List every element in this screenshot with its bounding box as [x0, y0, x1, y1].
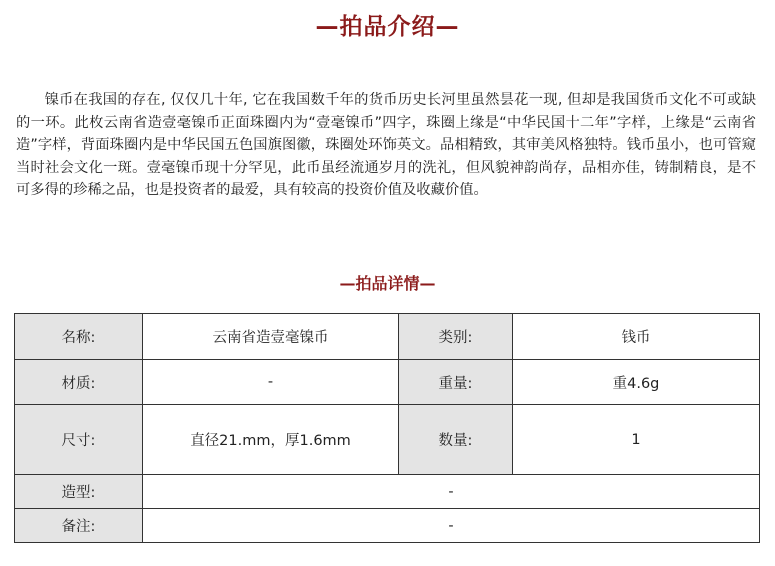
- table-row: [15, 405, 760, 475]
- name-label: 名称:: [15, 314, 143, 360]
- category-label: 类别:: [399, 314, 513, 360]
- remark-value: -: [143, 509, 760, 543]
- table-row: [15, 314, 760, 360]
- details-title: —拍品详情—: [339, 274, 436, 293]
- material-label: 材质:: [15, 360, 143, 405]
- table-row: [15, 509, 760, 543]
- quantity-label: 数量:: [399, 405, 513, 475]
- shape-label: 造型:: [15, 475, 143, 509]
- size-label: 尺寸:: [15, 405, 143, 475]
- table-row: [15, 360, 760, 405]
- name-value: 云南省造壹毫镍币: [143, 314, 399, 360]
- category-value: 钱币: [513, 314, 760, 360]
- weight-label: 重量:: [399, 360, 513, 405]
- shape-value: -: [143, 475, 760, 509]
- intro-paragraph: 镍币在我国的存在, 仅仅几十年, 它在我国数千年的货币历史长河里虽然昙花一现, 但却是我国货币文化不可或缺的一环。此枚云南省造壹毫镍币正面珠圈内为“壹毫镍币”四字，珠圈上缘是“中华民国十二年”字样，上缘是“云南省造”字样，背面珠圈内是中华民国五色国旗图徽，珠圈处环饰英文。品相精致，其审美风格独特。钱币虽小，也可管窥当时社会文化一斑。壹毫镍币现十分罕见，此币虽经流通岁月的洗礼，但风貌神韵尚存，品相亦佳，铸制精良，是不可多得的珍稀之品，也是投资者的最爱，具有较高的投资价值及收藏价值。: [16, 92, 756, 199]
- weight-value: 重4.6g: [513, 360, 760, 405]
- material-value: -: [143, 360, 399, 405]
- remark-label: 备注:: [15, 509, 143, 543]
- quantity-value: 1: [513, 405, 760, 475]
- intro-title: —拍品介绍—: [315, 14, 460, 40]
- table-row: [15, 475, 760, 509]
- details-table: [14, 313, 760, 543]
- size-value: 直径21.mm，厚1.6mm: [143, 405, 399, 475]
